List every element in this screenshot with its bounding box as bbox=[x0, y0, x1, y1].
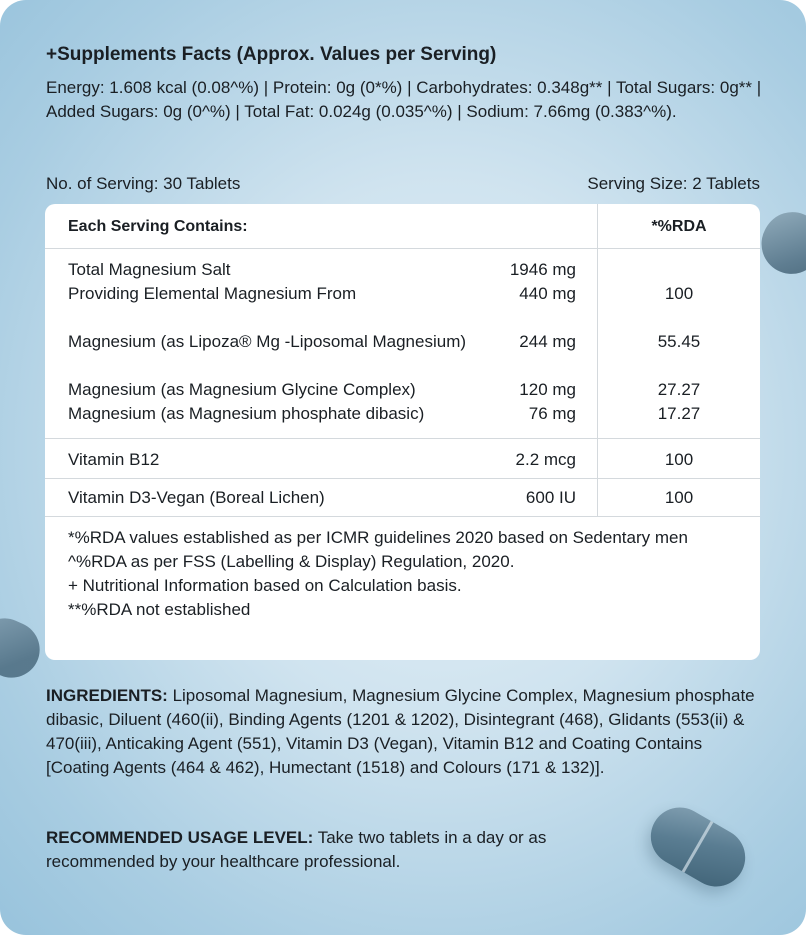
note-rda-fss: ^%RDA as per FSS (Labelling & Display) Regulation, 2020. bbox=[68, 552, 515, 571]
row-rda: 100 bbox=[664, 488, 694, 507]
row-rda: 17.27 bbox=[657, 404, 701, 423]
usage-text: Take two tablets in a day or as recommended by your healthcare professional. bbox=[46, 828, 547, 871]
note-rda-not-established: **%RDA not established bbox=[68, 600, 251, 619]
ingredients-label: INGREDIENTS: bbox=[46, 686, 168, 705]
row-divider bbox=[45, 438, 760, 439]
usage-label: RECOMMENDED USAGE LEVEL: bbox=[46, 828, 314, 847]
serving-info bbox=[46, 174, 760, 194]
header-rda: *%RDA bbox=[651, 218, 707, 235]
row-name: Vitamin B12 bbox=[68, 450, 160, 469]
nutrition-table bbox=[45, 204, 760, 660]
row-amount: 76 mg bbox=[528, 404, 576, 423]
row-name: Vitamin D3-Vegan (Boreal Lichen) bbox=[68, 488, 325, 507]
row-name: Magnesium (as Magnesium Glycine Complex) bbox=[68, 380, 416, 399]
row-name: Magnesium (as Lipoza® Mg -Liposomal Magnesium) bbox=[68, 332, 467, 351]
serving-count: No. of Serving: 30 Tablets bbox=[46, 174, 241, 193]
header-each-serving: Each Serving Contains: bbox=[68, 218, 248, 235]
table-notes bbox=[68, 526, 748, 622]
tablet-illustration-left bbox=[0, 609, 49, 686]
row-rda: 100 bbox=[664, 450, 694, 469]
row-amount: 120 mg bbox=[519, 380, 576, 399]
row-amount: 440 mg bbox=[519, 284, 576, 303]
header-divider bbox=[45, 248, 760, 249]
row-name: Providing Elemental Magnesium From bbox=[68, 284, 357, 303]
supplement-facts-summary: Energy: 1.608 kcal (0.08^%) | Protein: 0g (0*%) | Carbohydrates: 0.348g** | Total Sugars: 0g** | Added Sugars: 0g (0^%) | Total Fat: 0.024g (0.035^%) | Sodium: 7.66mg (0.383^%). bbox=[46, 78, 762, 121]
row-rda: 27.27 bbox=[657, 380, 701, 399]
row-amount: 600 IU bbox=[525, 488, 576, 507]
note-rda-icmr: *%RDA values established as per ICMR guidelines 2020 based on Sedentary men bbox=[68, 528, 688, 547]
tablet-seam bbox=[682, 821, 714, 873]
row-rda: 55.45 bbox=[657, 332, 701, 351]
row-amount: 1946 mg bbox=[509, 260, 576, 279]
tablet-illustration-bottom bbox=[640, 797, 756, 897]
serving-size: Serving Size: 2 Tablets bbox=[587, 174, 760, 193]
row-amount: 244 mg bbox=[519, 332, 576, 351]
row-rda: 100 bbox=[664, 284, 694, 303]
row-divider bbox=[45, 478, 760, 479]
note-calculation-basis: + Nutritional Information based on Calculation basis. bbox=[68, 576, 462, 595]
row-amount: 2.2 mcg bbox=[515, 450, 576, 469]
usage-paragraph bbox=[46, 826, 646, 874]
ingredients-paragraph bbox=[46, 684, 768, 780]
notes-divider bbox=[45, 516, 760, 517]
supplement-facts-title: +Supplements Facts (Approx. Values per Serving) bbox=[46, 44, 497, 65]
ingredients-text: Liposomal Magnesium, Magnesium Glycine Complex, Magnesium phosphate dibasic, Diluent (460(ii), Binding Agents (1201 & 1202), Disintegrant (468), Glidants (553(ii) & 470(iii), Anticaking Agent (551), Vitamin D3 (Vegan), Vitamin B12 and Coating Contains [Coating Agents (464 & 462), Humectant (1518) and Colours (171 & 132)]. bbox=[46, 686, 755, 777]
row-name: Total Magnesium Salt bbox=[68, 260, 231, 279]
row-name: Magnesium (as Magnesium phosphate dibasic) bbox=[68, 404, 425, 423]
